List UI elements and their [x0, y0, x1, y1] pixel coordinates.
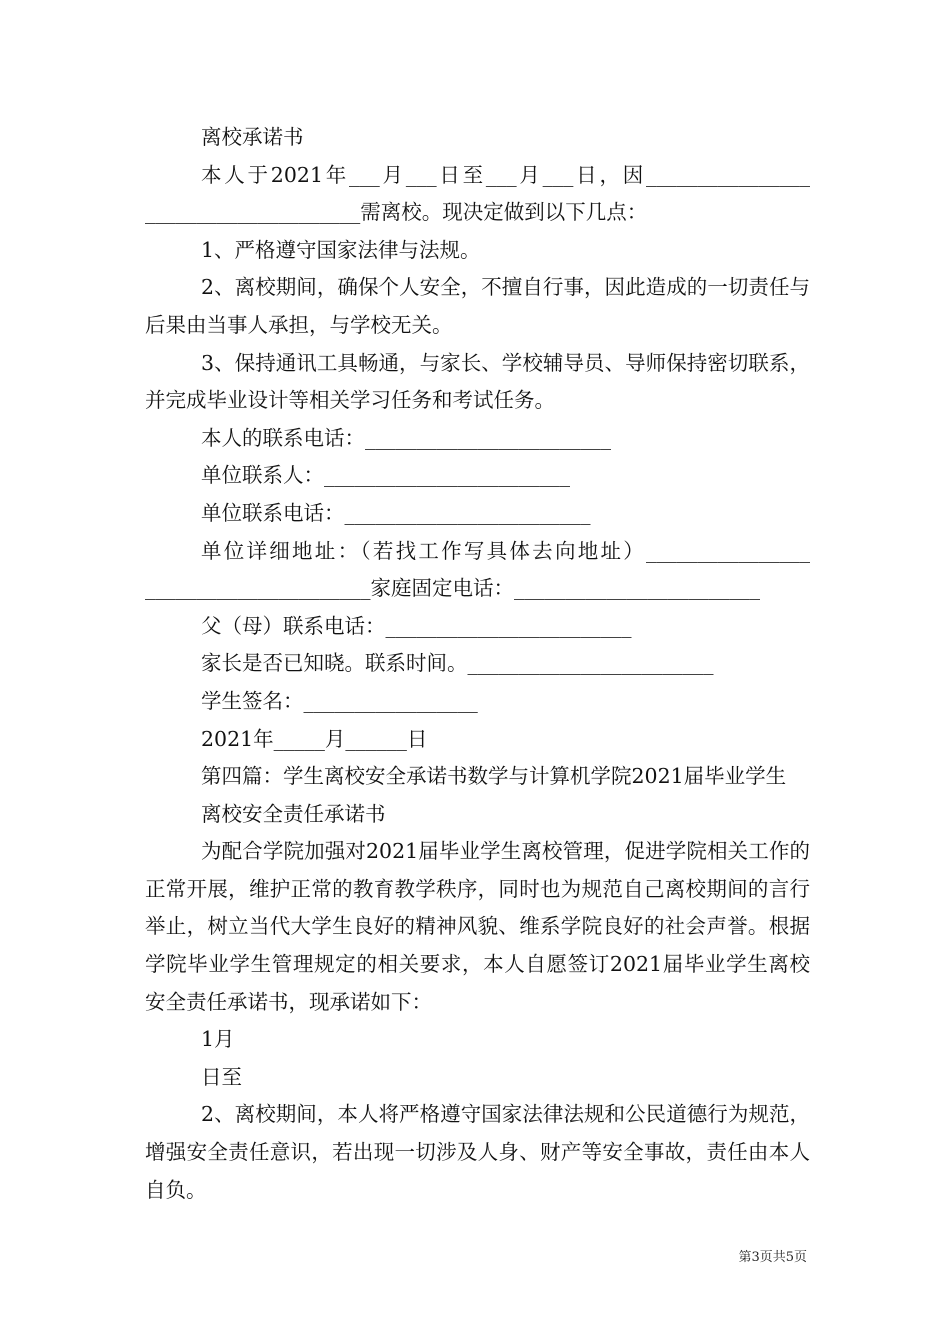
chapter-heading: 第四篇：学生离校安全承诺书数学与计算机学院2021届毕业学生 — [201, 764, 787, 789]
page-number-footer: 第3页共5页 — [738, 1250, 807, 1265]
intro-paragraph: 为配合学院加强对2021届毕业学生离校管理，促进学院相关工作的正常开展，维护正常的教育教学秩序，同时也为规范自己离校期间的言行举止，树立当代大学生良好的精神风貌、维系学院良好的社会声誉。根据学院毕业学生管理规定的相关要求，本人自愿签订2021届毕业学生离校安全责任承诺书，现承诺如下： — [145, 839, 810, 1014]
fragment-line-1: 1月 — [201, 1027, 235, 1052]
pledge-item-2-second: 2、离校期间，本人将严格遵守国家法律法规和公民道德行为规范，增强安全责任意识，若出现一切涉及人身、财产等安全事故，责任由本人自负。 — [145, 1102, 810, 1202]
pledge-item-3: 3、保持通讯工具畅通，与家长、学校辅导员、导师保持密切联系，并完成毕业设计等相关学习任务和考试任务。 — [145, 350, 810, 413]
employer-address-line: 单位详细地址：（若找工作写具体去向地址）________________ ______________________家庭固定电话：________________________ — [145, 538, 817, 601]
personal-phone-line: 本人的联系电话：________________________ — [201, 425, 611, 450]
parent-informed-line: 家长是否已知晓。联系时间。________________________ — [201, 651, 714, 676]
student-signature-line: 学生签名：_________________ — [201, 688, 478, 713]
subsection-title: 离校安全责任承诺书 — [201, 801, 386, 826]
parent-phone-line: 父（母）联系电话：________________________ — [201, 613, 632, 638]
fragment-line-2: 日至 — [201, 1064, 242, 1089]
pledge-item-1: 1、严格遵守国家法律与法规。 — [201, 237, 481, 262]
employer-phone-line: 单位联系电话：________________________ — [201, 500, 591, 525]
employer-contact-line: 单位联系人：________________________ — [201, 463, 570, 488]
leave-period-paragraph: 本人于2021年___月___日至___月___日，因________________ _____________________需离校。现决定做到以下几点： — [145, 162, 817, 225]
pledge-item-2: 2、离校期间，确保个人安全，不擅自行事，因此造成的一切责任与后果由当事人承担，与学校无关。 — [145, 275, 810, 337]
document-body — [145, 119, 817, 1209]
section-title: 离校承诺书 — [201, 125, 304, 149]
date-line: 2021年_____月______日 — [201, 726, 428, 751]
